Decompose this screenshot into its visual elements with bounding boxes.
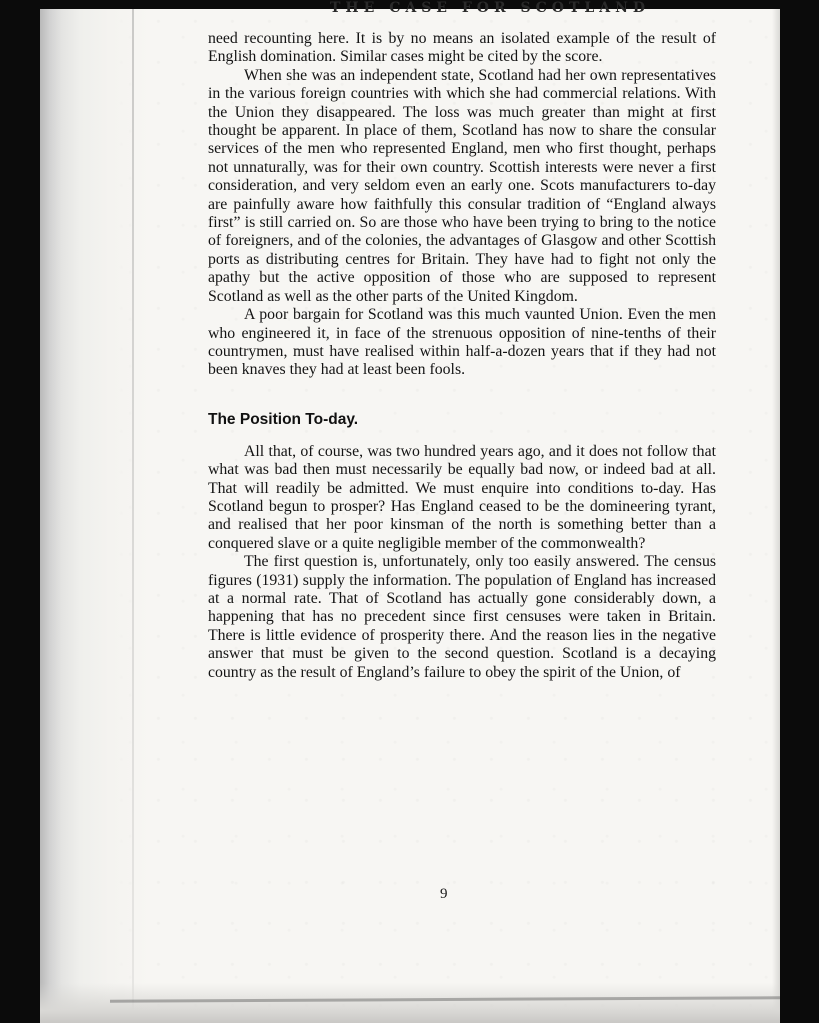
binding-crease [132,9,134,1023]
scanned-page [40,0,780,1023]
page-edge-shadow [772,9,780,1023]
paragraph: All that, of course, was two hundred years ago, and it does not follow that what was bad then must necessarily be equally bad now, or indeed bad at all. That will readily be admitted. We must enquire into conditions to-day. Has Scotland begun to prosper? Has England ceased to be the domineering tyrant, and realised that her poor kinsman of the north is something better than a conquered slave or a quite negligible member of the commonwealth? [208,442,716,552]
page-bottom-curl [40,983,780,1023]
running-head: THE CASE FOR SCOTLAND [330,0,651,16]
paragraph: The first question is, unfortunately, only too easily answered. The census figures (1931) supply the information. The population of England has increased at a normal rate. That of Scotland has actually gone considerably down, a happening that has no precedent since first censuses were taken in Britain. There is little evidence of prosperity there. And the reason lies in the negative answer that must be given to the second question. Scotland is a decaying country as the result of England’s failure to obey the spirit of the Union, of [208,553,716,681]
body-text [208,30,716,682]
paragraph-continued: need recounting here. It is by no means an isolated example of the result of English domination. Similar cases might be cited by the score. [208,30,716,66]
paragraph: A poor bargain for Scotland was this much vaunted Union. Even the men who engineered it, in face of the strenuous opposition of nine-tenths of their countrymen, must have realised within half-a-dozen years that if they had not been knaves they had at least been fools. [208,306,716,379]
paragraph: When she was an independent state, Scotland had her own representatives in the various foreign countries with which she had commercial relations. With the Union they disappeared. The loss was much greater than might at first thought be apparent. In place of them, Scotland has now to share the consular services of the men who represented England, men who first thought, perhaps not unnaturally, was for their own country. Scottish interests were never a first consideration, and very seldom even an early one. Scots manufacturers to-day are painfully aware how faithfully this consular tradition of “England always first” is still carried on. So are those who have been trying to bring to the notice of foreigners, and of the colonies, the advantages of Glasgow and other Scottish ports as distributing centres for Britain. They have had to fight not only the apathy but the active opposition of those who are supposed to represent Scotland as well as the other parts of the United Kingdom. [208,66,716,305]
section-heading: The Position To-day. [208,410,359,428]
page-number: 9 [440,886,448,902]
